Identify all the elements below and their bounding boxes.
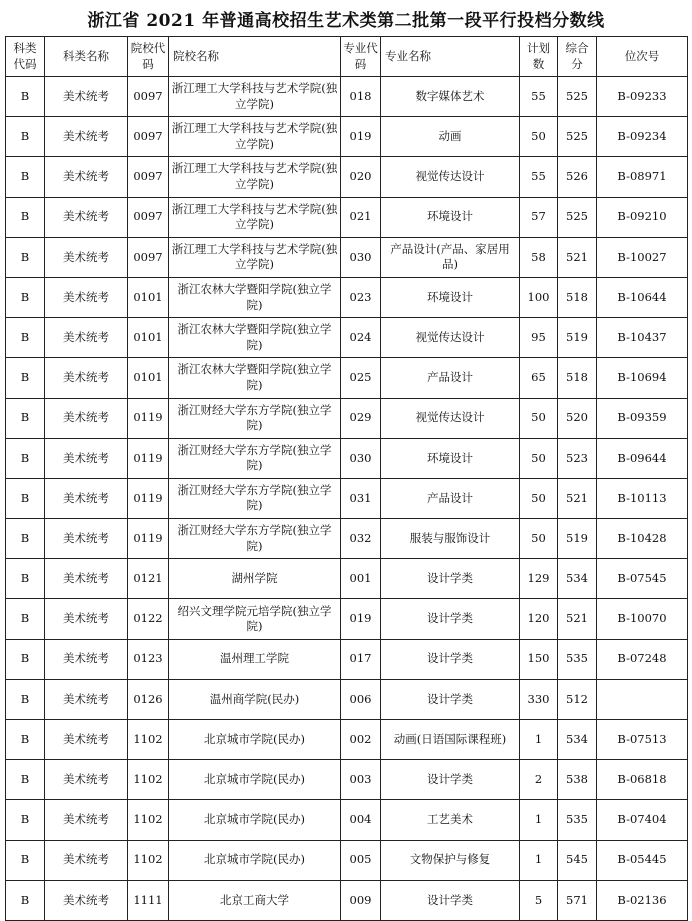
header-category-name: 科类名称 bbox=[45, 37, 128, 77]
school-code-cell: 0097 bbox=[128, 197, 169, 237]
category-code-cell: B bbox=[6, 599, 45, 639]
composite-score-cell: 534 bbox=[558, 559, 597, 599]
composite-score-cell: 534 bbox=[558, 720, 597, 760]
composite-score-cell: 545 bbox=[558, 840, 597, 880]
category-code-cell: B bbox=[6, 157, 45, 197]
school-code-cell: 0119 bbox=[128, 478, 169, 518]
category-code-cell: B bbox=[6, 880, 45, 920]
category-code-cell: B bbox=[6, 438, 45, 478]
school-code-cell: 0097 bbox=[128, 237, 169, 277]
major-code-cell: 025 bbox=[341, 358, 381, 398]
plan-count-cell: 50 bbox=[520, 478, 558, 518]
header-major-code: 专业代码 bbox=[341, 37, 381, 77]
category-name-cell: 美术统考 bbox=[45, 478, 128, 518]
document-title: 浙江省 2021 年普通高校招生艺术类第二批第一段平行投档分数线 bbox=[87, 10, 605, 31]
category-code-cell: B bbox=[6, 519, 45, 559]
category-name-cell: 美术统考 bbox=[45, 639, 128, 679]
rank-cell: B-10644 bbox=[597, 277, 688, 317]
rank-cell: B-02136 bbox=[597, 880, 688, 920]
category-name-cell: 美术统考 bbox=[45, 720, 128, 760]
header-plan-count: 计划数 bbox=[520, 37, 558, 77]
school-code-cell: 0119 bbox=[128, 519, 169, 559]
school-name-cell: 浙江财经大学东方学院(独立学院) bbox=[169, 398, 341, 438]
header-school-code: 院校代码 bbox=[128, 37, 169, 77]
school-code-cell: 0101 bbox=[128, 318, 169, 358]
rank-cell: B-09233 bbox=[597, 77, 688, 117]
rank-cell: B-10437 bbox=[597, 318, 688, 358]
major-name-cell: 视觉传达设计 bbox=[381, 318, 520, 358]
major-code-cell: 017 bbox=[341, 639, 381, 679]
category-name-cell: 美术统考 bbox=[45, 559, 128, 599]
rank-cell: B-07513 bbox=[597, 720, 688, 760]
category-name-cell: 美术统考 bbox=[45, 77, 128, 117]
table-body bbox=[6, 77, 688, 921]
table-row bbox=[6, 478, 688, 518]
table-row bbox=[6, 77, 688, 117]
category-name-cell: 美术统考 bbox=[45, 398, 128, 438]
major-code-cell: 019 bbox=[341, 117, 381, 157]
plan-count-cell: 2 bbox=[520, 760, 558, 800]
major-code-cell: 023 bbox=[341, 277, 381, 317]
category-code-cell: B bbox=[6, 398, 45, 438]
table-row bbox=[6, 438, 688, 478]
composite-score-cell: 526 bbox=[558, 157, 597, 197]
table-row bbox=[6, 679, 688, 719]
plan-count-cell: 5 bbox=[520, 880, 558, 920]
category-name-cell: 美术统考 bbox=[45, 318, 128, 358]
major-name-cell: 工艺美术 bbox=[381, 800, 520, 840]
major-code-cell: 004 bbox=[341, 800, 381, 840]
header-composite-score: 综合分 bbox=[558, 37, 597, 77]
category-code-cell: B bbox=[6, 478, 45, 518]
table-row bbox=[6, 559, 688, 599]
category-code-cell: B bbox=[6, 720, 45, 760]
major-code-cell: 020 bbox=[341, 157, 381, 197]
major-code-cell: 002 bbox=[341, 720, 381, 760]
major-name-cell: 设计学类 bbox=[381, 559, 520, 599]
major-code-cell: 029 bbox=[341, 398, 381, 438]
header-school-name: 院校名称 bbox=[169, 37, 341, 77]
plan-count-cell: 330 bbox=[520, 679, 558, 719]
category-code-cell: B bbox=[6, 277, 45, 317]
category-code-cell: B bbox=[6, 117, 45, 157]
composite-score-cell: 518 bbox=[558, 358, 597, 398]
school-name-cell: 浙江农林大学暨阳学院(独立学院) bbox=[169, 318, 341, 358]
category-name-cell: 美术统考 bbox=[45, 117, 128, 157]
category-name-cell: 美术统考 bbox=[45, 840, 128, 880]
composite-score-cell: 521 bbox=[558, 237, 597, 277]
category-code-cell: B bbox=[6, 800, 45, 840]
rank-cell: B-09210 bbox=[597, 197, 688, 237]
school-name-cell: 北京城市学院(民办) bbox=[169, 840, 341, 880]
rank-cell: B-07545 bbox=[597, 559, 688, 599]
table-row bbox=[6, 519, 688, 559]
table-row bbox=[6, 358, 688, 398]
rank-cell: B-08971 bbox=[597, 157, 688, 197]
school-code-cell: 1102 bbox=[128, 800, 169, 840]
rank-cell: B-10428 bbox=[597, 519, 688, 559]
major-code-cell: 030 bbox=[341, 438, 381, 478]
plan-count-cell: 50 bbox=[520, 117, 558, 157]
major-code-cell: 019 bbox=[341, 599, 381, 639]
header-major-name: 专业名称 bbox=[381, 37, 520, 77]
score-table bbox=[5, 36, 688, 921]
category-code-cell: B bbox=[6, 679, 45, 719]
plan-count-cell: 50 bbox=[520, 519, 558, 559]
category-code-cell: B bbox=[6, 840, 45, 880]
school-code-cell: 0126 bbox=[128, 679, 169, 719]
major-name-cell: 设计学类 bbox=[381, 679, 520, 719]
school-name-cell: 浙江理工大学科技与艺术学院(独立学院) bbox=[169, 77, 341, 117]
plan-count-cell: 50 bbox=[520, 438, 558, 478]
table-row bbox=[6, 197, 688, 237]
rank-cell: B-05445 bbox=[597, 840, 688, 880]
major-code-cell: 009 bbox=[341, 880, 381, 920]
school-name-cell: 北京工商大学 bbox=[169, 880, 341, 920]
school-code-cell: 0101 bbox=[128, 277, 169, 317]
school-code-cell: 0122 bbox=[128, 599, 169, 639]
major-name-cell: 动画 bbox=[381, 117, 520, 157]
rank-cell: B-09359 bbox=[597, 398, 688, 438]
table-row bbox=[6, 237, 688, 277]
table-row bbox=[6, 318, 688, 358]
category-code-cell: B bbox=[6, 318, 45, 358]
composite-score-cell: 525 bbox=[558, 197, 597, 237]
category-name-cell: 美术统考 bbox=[45, 438, 128, 478]
category-code-cell: B bbox=[6, 760, 45, 800]
category-name-cell: 美术统考 bbox=[45, 277, 128, 317]
major-code-cell: 030 bbox=[341, 237, 381, 277]
composite-score-cell: 521 bbox=[558, 599, 597, 639]
school-name-cell: 浙江理工大学科技与艺术学院(独立学院) bbox=[169, 117, 341, 157]
header-category-code: 科类代码 bbox=[6, 37, 45, 77]
category-code-cell: B bbox=[6, 559, 45, 599]
rank-cell: B-09644 bbox=[597, 438, 688, 478]
school-code-cell: 0123 bbox=[128, 639, 169, 679]
major-name-cell: 设计学类 bbox=[381, 760, 520, 800]
school-code-cell: 0119 bbox=[128, 438, 169, 478]
school-code-cell: 0121 bbox=[128, 559, 169, 599]
major-code-cell: 031 bbox=[341, 478, 381, 518]
plan-count-cell: 1 bbox=[520, 840, 558, 880]
school-name-cell: 浙江理工大学科技与艺术学院(独立学院) bbox=[169, 157, 341, 197]
school-name-cell: 湖州学院 bbox=[169, 559, 341, 599]
composite-score-cell: 571 bbox=[558, 880, 597, 920]
composite-score-cell: 519 bbox=[558, 318, 597, 358]
school-name-cell: 浙江理工大学科技与艺术学院(独立学院) bbox=[169, 237, 341, 277]
major-name-cell: 产品设计(产品、家居用品) bbox=[381, 237, 520, 277]
major-name-cell: 动画(日语国际课程班) bbox=[381, 720, 520, 760]
rank-cell: B-10694 bbox=[597, 358, 688, 398]
composite-score-cell: 518 bbox=[558, 277, 597, 317]
composite-score-cell: 538 bbox=[558, 760, 597, 800]
composite-score-cell: 525 bbox=[558, 77, 597, 117]
school-name-cell: 北京城市学院(民办) bbox=[169, 760, 341, 800]
table-row bbox=[6, 157, 688, 197]
major-code-cell: 005 bbox=[341, 840, 381, 880]
school-code-cell: 0097 bbox=[128, 157, 169, 197]
major-code-cell: 001 bbox=[341, 559, 381, 599]
school-name-cell: 温州理工学院 bbox=[169, 639, 341, 679]
plan-count-cell: 95 bbox=[520, 318, 558, 358]
school-name-cell: 浙江农林大学暨阳学院(独立学院) bbox=[169, 277, 341, 317]
school-code-cell: 0101 bbox=[128, 358, 169, 398]
major-name-cell: 产品设计 bbox=[381, 478, 520, 518]
rank-cell bbox=[597, 679, 688, 719]
major-name-cell: 服装与服饰设计 bbox=[381, 519, 520, 559]
plan-count-cell: 55 bbox=[520, 157, 558, 197]
major-name-cell: 设计学类 bbox=[381, 639, 520, 679]
major-code-cell: 018 bbox=[341, 77, 381, 117]
plan-count-cell: 55 bbox=[520, 77, 558, 117]
category-name-cell: 美术统考 bbox=[45, 197, 128, 237]
rank-cell: B-07248 bbox=[597, 639, 688, 679]
rank-cell: B-09234 bbox=[597, 117, 688, 157]
school-name-cell: 绍兴文理学院元培学院(独立学院) bbox=[169, 599, 341, 639]
major-code-cell: 003 bbox=[341, 760, 381, 800]
table-row bbox=[6, 398, 688, 438]
rank-cell: B-10113 bbox=[597, 478, 688, 518]
composite-score-cell: 521 bbox=[558, 478, 597, 518]
composite-score-cell: 525 bbox=[558, 117, 597, 157]
rank-cell: B-10070 bbox=[597, 599, 688, 639]
school-name-cell: 北京城市学院(民办) bbox=[169, 800, 341, 840]
school-code-cell: 0097 bbox=[128, 77, 169, 117]
school-name-cell: 浙江财经大学东方学院(独立学院) bbox=[169, 438, 341, 478]
school-name-cell: 温州商学院(民办) bbox=[169, 679, 341, 719]
table-row bbox=[6, 720, 688, 760]
category-name-cell: 美术统考 bbox=[45, 237, 128, 277]
rank-cell: B-06818 bbox=[597, 760, 688, 800]
table-row bbox=[6, 800, 688, 840]
plan-count-cell: 50 bbox=[520, 398, 558, 438]
header-rank: 位次号 bbox=[597, 37, 688, 77]
category-code-cell: B bbox=[6, 197, 45, 237]
table-header bbox=[6, 37, 688, 77]
major-name-cell: 视觉传达设计 bbox=[381, 157, 520, 197]
plan-count-cell: 1 bbox=[520, 720, 558, 760]
plan-count-cell: 1 bbox=[520, 800, 558, 840]
header-row bbox=[6, 37, 688, 77]
major-code-cell: 021 bbox=[341, 197, 381, 237]
major-name-cell: 产品设计 bbox=[381, 358, 520, 398]
composite-score-cell: 535 bbox=[558, 800, 597, 840]
school-name-cell: 浙江农林大学暨阳学院(独立学院) bbox=[169, 358, 341, 398]
major-name-cell: 环境设计 bbox=[381, 438, 520, 478]
major-code-cell: 024 bbox=[341, 318, 381, 358]
category-name-cell: 美术统考 bbox=[45, 880, 128, 920]
school-code-cell: 1111 bbox=[128, 880, 169, 920]
plan-count-cell: 129 bbox=[520, 559, 558, 599]
major-name-cell: 文物保护与修复 bbox=[381, 840, 520, 880]
category-name-cell: 美术统考 bbox=[45, 599, 128, 639]
table-row bbox=[6, 117, 688, 157]
school-code-cell: 1102 bbox=[128, 720, 169, 760]
category-name-cell: 美术统考 bbox=[45, 760, 128, 800]
table-row bbox=[6, 639, 688, 679]
table-row bbox=[6, 760, 688, 800]
plan-count-cell: 120 bbox=[520, 599, 558, 639]
school-code-cell: 0097 bbox=[128, 117, 169, 157]
plan-count-cell: 65 bbox=[520, 358, 558, 398]
plan-count-cell: 58 bbox=[520, 237, 558, 277]
category-code-cell: B bbox=[6, 77, 45, 117]
composite-score-cell: 520 bbox=[558, 398, 597, 438]
plan-count-cell: 57 bbox=[520, 197, 558, 237]
table-row bbox=[6, 277, 688, 317]
plan-count-cell: 100 bbox=[520, 277, 558, 317]
rank-cell: B-10027 bbox=[597, 237, 688, 277]
major-name-cell: 视觉传达设计 bbox=[381, 398, 520, 438]
table-row bbox=[6, 599, 688, 639]
category-code-cell: B bbox=[6, 237, 45, 277]
category-code-cell: B bbox=[6, 639, 45, 679]
school-code-cell: 1102 bbox=[128, 840, 169, 880]
major-name-cell: 数字媒体艺术 bbox=[381, 77, 520, 117]
category-name-cell: 美术统考 bbox=[45, 358, 128, 398]
major-name-cell: 设计学类 bbox=[381, 599, 520, 639]
major-name-cell: 设计学类 bbox=[381, 880, 520, 920]
school-name-cell: 北京城市学院(民办) bbox=[169, 720, 341, 760]
rank-cell: B-07404 bbox=[597, 800, 688, 840]
plan-count-cell: 150 bbox=[520, 639, 558, 679]
composite-score-cell: 512 bbox=[558, 679, 597, 719]
composite-score-cell: 523 bbox=[558, 438, 597, 478]
major-code-cell: 032 bbox=[341, 519, 381, 559]
category-name-cell: 美术统考 bbox=[45, 519, 128, 559]
composite-score-cell: 519 bbox=[558, 519, 597, 559]
category-name-cell: 美术统考 bbox=[45, 800, 128, 840]
major-name-cell: 环境设计 bbox=[381, 277, 520, 317]
school-name-cell: 浙江财经大学东方学院(独立学院) bbox=[169, 478, 341, 518]
table-row bbox=[6, 880, 688, 920]
school-code-cell: 0119 bbox=[128, 398, 169, 438]
category-code-cell: B bbox=[6, 358, 45, 398]
composite-score-cell: 535 bbox=[558, 639, 597, 679]
major-code-cell: 006 bbox=[341, 679, 381, 719]
table-row bbox=[6, 840, 688, 880]
category-name-cell: 美术统考 bbox=[45, 157, 128, 197]
school-name-cell: 浙江财经大学东方学院(独立学院) bbox=[169, 519, 341, 559]
school-name-cell: 浙江理工大学科技与艺术学院(独立学院) bbox=[169, 197, 341, 237]
major-name-cell: 环境设计 bbox=[381, 197, 520, 237]
category-name-cell: 美术统考 bbox=[45, 679, 128, 719]
school-code-cell: 1102 bbox=[128, 760, 169, 800]
